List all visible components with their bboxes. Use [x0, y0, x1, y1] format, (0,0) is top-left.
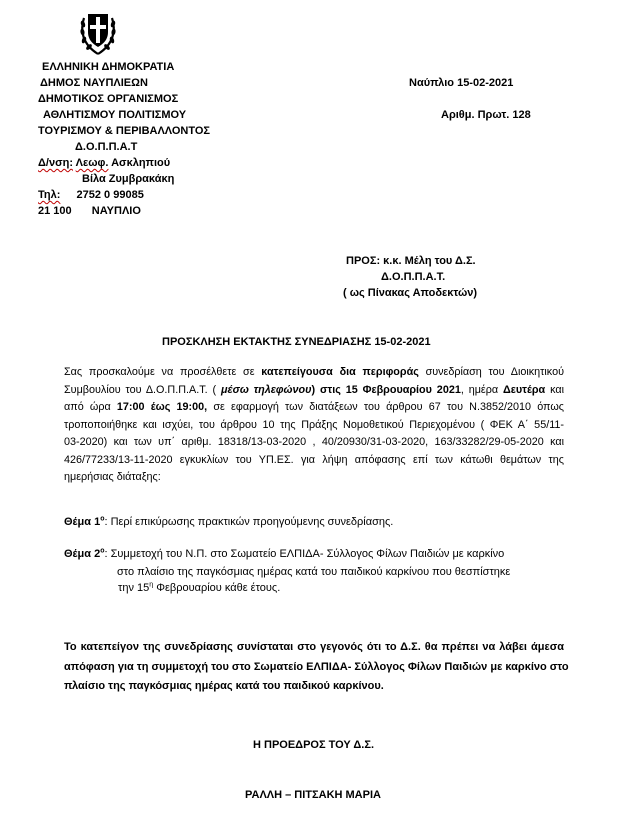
recipient-line-2: Δ.Ο.Π.Π.Α.Τ.	[381, 271, 446, 283]
body-bold: κατεπείγουσα δια περιφοράς	[261, 366, 419, 378]
sender-postal	[38, 205, 141, 217]
protocol-number	[441, 109, 531, 121]
body-line-7: ημερήσιας διάταξης:	[64, 471, 161, 483]
topic-2-sup: ο	[100, 547, 105, 555]
body-line-4: τροποποιήθηκε και ισχύει, του άρθρου 10 της Πράξης Νομοθετικού Περιεχομένου ( ΦΕΚ Α΄ 55/11-	[64, 418, 564, 431]
sender-address	[38, 157, 170, 169]
topic-2-line-3	[118, 581, 280, 595]
page-title: ΠΡΟΣΚΛΗΣΗ ΕΚΤΑΚΤΗΣ ΣΥΝΕΔΡΙΑΣΗΣ 15-02-2021	[162, 336, 431, 348]
body-line-2	[64, 382, 564, 400]
body-bold-italic: μέσω τηλεφώνου	[221, 383, 312, 396]
body-text: σε εφαρμογή των διατάξεων του άρθρου 67 του Ν.3852/2010 όπως	[207, 401, 564, 413]
address-building: Βίλα Ζυμβρακάκη	[82, 173, 175, 185]
topic-2-line-3b: Φεβρουαρίου κάθε έτους.	[153, 582, 281, 594]
signature-name: ΡΑΛΛΗ – ΠΙΤΣΑΚΗ ΜΑΡΙΑ	[245, 789, 381, 801]
address-street-abbr: Λεωφ.	[75, 157, 109, 169]
sender-phone	[38, 189, 144, 201]
topic-2-line-3a: την 15	[118, 582, 150, 594]
topic-2	[64, 547, 504, 561]
signature-role: Η ΠΡΟΕΔΡΟΣ ΤΟΥ Δ.Σ.	[253, 739, 375, 751]
recipient-line-3: ( ως Πίνακας Αποδεκτών)	[343, 287, 478, 299]
sender-line-5: ΤΟΥΡΙΣΜΟΥ & ΠΕΡΙΒΑΛΛΟΝΤΟΣ	[38, 125, 211, 137]
body-line-5: 03-2020) και των υπ΄ αριθμ. 18318/13-03-2020 , 40/20930/31-03-2020, 163/33282/29-05-2020 και	[64, 436, 564, 448]
place-date: Ναύπλιο 15-02-2021	[409, 77, 514, 89]
urgency-paragraph	[64, 638, 569, 697]
sender-line-2: ΔΗΜΟΣ ΝΑΥΠΛΙΕΩΝ	[40, 77, 148, 89]
protocol-text: Αριθμ. Πρωτ. 128	[441, 109, 531, 121]
recipient-line-1: ΠΡΟΣ: κ.κ. Μέλη του Δ.Σ.	[346, 255, 476, 267]
sender-line-3: ΔΗΜΟΤΙΚΟΣ ΟΡΓΑΝΙΣΜΟΣ	[38, 93, 179, 105]
body-line-3	[64, 399, 564, 417]
phone-label: Τηλ:	[38, 189, 61, 201]
body-text: Συμβουλίου του Δ.Ο.Π.Π.Α.Τ. (	[64, 383, 221, 396]
sender-line-6: Δ.Ο.Π.Π.Α.Τ	[75, 141, 138, 153]
body-line-6: 426/77233/13-11-2020 εγκυκλίων του ΥΠ.ΕΣ. για λήψη απόφασης επί των κάτωθι θεμάτων της	[64, 453, 564, 466]
address-label: Δ/νση:	[38, 157, 73, 169]
greek-coat-of-arms-icon	[78, 10, 118, 56]
topic-2-line-2: στο πλαίσιο της παγκόσμιας ημέρας κατά του παιδικού καρκίνου που θεσπίστηκε	[117, 566, 511, 578]
body-text: , ημέρα	[460, 383, 504, 396]
body-bold: Δευτέρα	[503, 383, 546, 396]
topic-2-line-1: : Συμμετοχή του Ν.Π. στο Σωματείο ΕΛΠΙΔΑ- Σύλλογος Φίλων Παιδιών με καρκίνο	[104, 548, 505, 560]
urgency-line-1: Το κατεπείγον της συνεδρίασης συνίσταται στο γεγονός ότι το Δ.Σ. θα πρέπει να λάβει άμεσα	[64, 641, 564, 653]
body-bold: ) στις	[311, 383, 346, 396]
topic-1-label: Θέμα 1	[64, 516, 101, 528]
body-text: Σας προσκαλούμε να προσέλθετε σε	[64, 366, 262, 378]
city: ΝΑΥΠΛΙΟ	[91, 205, 141, 217]
topic-1-sup: ο	[100, 515, 105, 523]
sender-line-4: ΑΘΛΗΤΙΣΜΟΥ ΠΟΛΙΤΙΣΜΟΥ	[43, 109, 187, 121]
topic-2-label: Θέμα 2	[64, 548, 101, 560]
body-line-1	[64, 364, 564, 382]
body-text: και	[545, 383, 564, 396]
address-street: Ασκληπιού	[111, 157, 171, 169]
body-paragraph	[64, 364, 564, 487]
urgency-line-3: πλαίσιο της παγκόσμιας ημέρας κατά του παιδικού καρκίνου.	[64, 680, 384, 692]
topic-2-line-3-sup: η	[149, 581, 154, 589]
body-bold: 15 Φεβρουαρίου 2021	[345, 383, 461, 396]
phone-number: 2752 0 99085	[76, 189, 144, 201]
body-text: συνεδρίαση του Διοικητικού	[418, 366, 564, 378]
topic-1-text: : Περί επικύρωσης πρακτικών προηγούμενης συνεδρίασης.	[104, 516, 394, 528]
postal-code: 21 100	[38, 205, 72, 217]
sender-line-1: ΕΛΛΗΝΙΚΗ ΔΗΜΟΚΡΑΤΙΑ	[42, 61, 175, 73]
body-bold: 17:00 έως 19:00,	[116, 401, 208, 413]
topic-1	[64, 515, 393, 529]
body-text: από ώρα	[64, 401, 117, 413]
urgency-line-2: απόφαση για τη συμμετοχή του στο Σωματείο ΕΛΠΙΔΑ- Σύλλογος Φίλων Παιδιών με καρκίνο στο	[64, 660, 569, 673]
